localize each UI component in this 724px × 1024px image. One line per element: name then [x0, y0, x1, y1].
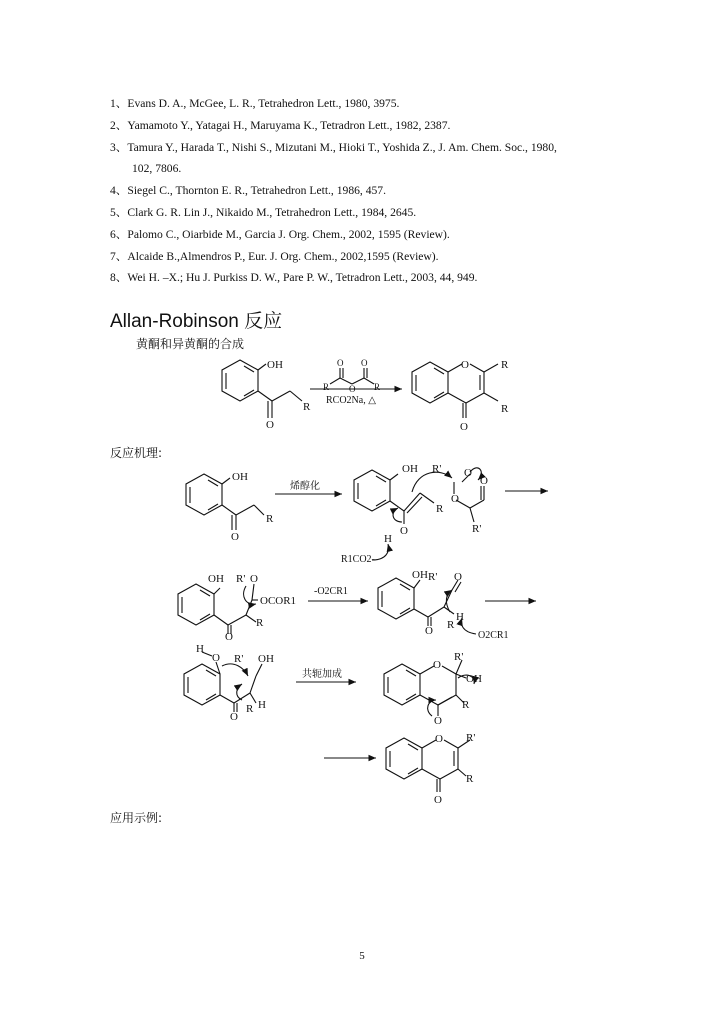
ring-oxygen-label: O: [461, 359, 469, 371]
reagent-label: RCO2Na, △: [326, 395, 376, 406]
hydroxyl-label: OH: [412, 569, 428, 581]
carbonyl-o-label: O: [454, 571, 462, 583]
carbonyl-o-label: O: [230, 711, 238, 723]
h-label: H: [384, 533, 392, 545]
carbonyl-o-label: O: [231, 531, 239, 543]
r-label: R: [436, 503, 444, 515]
h-label: H: [456, 611, 464, 623]
carbonyl-o-label: O: [480, 475, 488, 487]
carbonyl-o-label: O: [225, 631, 233, 643]
mechanism-reactant-structure: [186, 474, 264, 530]
carbonyl-o-label: O: [266, 419, 274, 431]
reference-item: 1、Evans D. A., McGee, L. R., Tetrahedron Lett., 1980, 3975.: [110, 97, 400, 110]
r-prime-label: R': [472, 523, 482, 535]
r-label: R: [246, 703, 254, 715]
ring-oxygen-label: O: [435, 733, 443, 745]
step-label-conjugate-addition: 共轭加成: [302, 669, 342, 680]
anhydride-o-label: O: [361, 358, 368, 368]
reference-item: 6、Palomo C., Oiarbide M., Garcia J. Org. Chem., 2002, 1595 (Review).: [110, 227, 450, 241]
flavone-final-structure: [386, 738, 470, 792]
carbonyl-o-label: O: [464, 467, 472, 479]
curved-arrow: [244, 586, 256, 604]
hydroxyl-label: OH: [258, 653, 274, 665]
r-prime-label: R': [236, 573, 246, 585]
anhydride-structure: [330, 368, 374, 384]
ester-group-label: OCOR1: [260, 595, 297, 607]
reference-item: 4、Siegel C., Thornton E. R., Tetrahedron Lett., 1986, 457.: [110, 184, 387, 198]
hydroxyl-label: OH: [208, 573, 224, 585]
anhydride-o-label: O: [349, 384, 356, 394]
hydroxyl-label: OH: [466, 673, 482, 685]
enolate-o-label: O: [434, 715, 442, 727]
reference-item: 5、Clark G. R. Lin J., Nikaido M., Tetrahedron Lett., 1984, 2645.: [110, 205, 417, 219]
carbonyl-o-label: O: [434, 794, 442, 806]
phenol-o-label: O: [212, 652, 220, 664]
hemiketal-intermediate-structure: [384, 660, 466, 716]
r-label: R: [447, 619, 455, 631]
hydroxyl-label: OH: [267, 359, 283, 371]
reference-item: 7、Alcaide B.,Almendros P., Eur. J. Org. Chem., 2002,1595 (Review).: [110, 249, 439, 263]
curved-arrow: [393, 508, 402, 522]
curved-arrow: [428, 700, 436, 716]
hydroxyl-label: OH: [402, 463, 418, 475]
anhydride-r-label: R: [323, 382, 330, 392]
r-label: R: [266, 513, 274, 525]
r-label: R: [462, 699, 470, 711]
r-prime-label: R': [428, 571, 438, 583]
r-label: R: [501, 359, 509, 371]
h-label: H: [258, 699, 266, 711]
carbonyl-o-label: O: [460, 421, 468, 433]
curved-arrow: [237, 684, 242, 700]
enol-o-label: O: [400, 525, 408, 537]
step-label-enolization: 烯醇化: [290, 481, 320, 492]
leaving-group-label: -O2CR1: [314, 586, 348, 597]
curved-arrow: [412, 472, 452, 492]
reference-item-continuation: 102, 7806.: [132, 162, 182, 176]
mechanism-label: 反应机理:: [110, 446, 163, 460]
hydroxyl-label: OH: [232, 471, 248, 483]
page-number: 5: [359, 950, 365, 962]
carboxylate-label: O2CR1: [478, 630, 509, 641]
reference-item: 3、Tamura Y., Harada T., Nishi S., Mizutani M., Hioki T., Yoshida Z., J. Am. Chem. Soc., 1980,: [110, 140, 557, 154]
application-label: 应用示例:: [110, 811, 163, 825]
h-label: H: [196, 643, 204, 655]
acid-anion-label: R1CO2-: [341, 554, 375, 565]
anhydride-r-label: R: [374, 382, 381, 392]
starting-material-structure: [222, 360, 302, 418]
r-prime-label: R': [466, 732, 476, 744]
r-label: R: [466, 773, 474, 785]
r-prime-label: R': [432, 463, 442, 475]
r-label: R: [303, 401, 311, 413]
r-prime-label: R': [454, 651, 464, 663]
reference-item: 2、Yamamoto Y., Yatagai H., Maruyama K., Tetradron Lett., 1982, 2387.: [110, 118, 451, 132]
tetrahedral-intermediate-structure: [178, 584, 258, 634]
flavone-product-structure: [412, 362, 498, 418]
anhydride-o-label: O: [337, 358, 344, 368]
curved-arrow: [222, 664, 248, 676]
ring-oxygen-label: O: [433, 659, 441, 671]
carbonyl-o-label: O: [425, 625, 433, 637]
r-prime-label: R': [234, 653, 244, 665]
alkoxide-o-label: O: [250, 573, 258, 585]
section-title: Allan-Robinson 反应: [110, 311, 283, 332]
r-label: R: [256, 617, 264, 629]
reference-item: 8、Wei H. –X.; Hu J. Purkiss D. W., Pare P. W., Tetradron Lett., 2003, 44, 949.: [110, 271, 478, 285]
r-label: R: [501, 403, 509, 415]
section-subtitle: 黄酮和异黄酮的合成: [136, 337, 245, 351]
bridging-o-label: O: [451, 493, 459, 505]
